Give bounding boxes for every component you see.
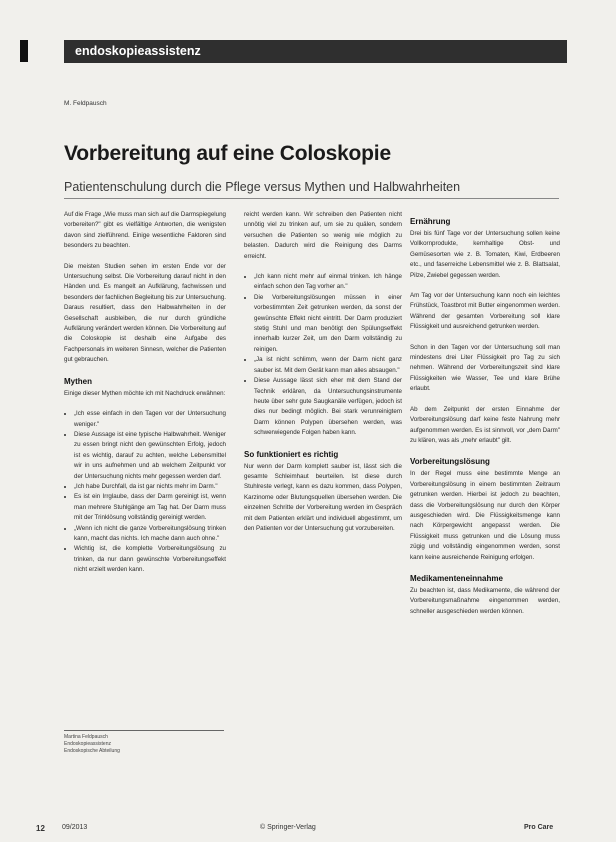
publisher-label: © Springer-Verlag xyxy=(260,824,316,831)
list-item: • Wichtig ist, die komplette Vorbereitungslösung zu trinken, da nur dann gewünschte Vorbereitungseffekt nicht erzielt werden kann. xyxy=(74,544,226,575)
list-item: • „Ich esse einfach in den Tagen vor der Untersuchung weniger." xyxy=(74,409,226,430)
list-item: • „Ich kann nicht mehr auf einmal trinken. Ich hänge einfach schon den Tag vorher an." xyxy=(254,272,402,293)
list-item: • Diese Aussage lässt sich eher mit dem Stand der Technik erklären, da Untersuchungsinstrumente heute über sehr gute Saugkanäle verfügen, jedoch ist dies nur bedingt möglich. Bei stark verunreinigtem Darm können Polypen übersehen werden, was schwerwiegende Folgen haben kann. xyxy=(254,376,402,438)
paragraph: reicht werden kann. Wir schreiben den Patienten nicht unnötig viel zu trinken auf, um sie zu quälen, sondern versuchen die Patienten so wenig wie möglich zu belasten. Dadurch wird die Reinigung des Darms erreicht. xyxy=(244,211,402,260)
text-column-1 xyxy=(64,210,226,586)
footnote-line: Endoskopieassistenz xyxy=(64,741,111,747)
list-item: • Diese Aussage ist eine typische Halbwahrheit. Weniger zu essen bringt nicht den gewünschten Erfolg, jedoch ist es wichtig, darauf zu achten, welche Lebensmittel wir in uns aufnehmen und ab welchem Zeitpunkt vor der Untersuchung nichts mehr gegessen werden darf. xyxy=(74,430,226,482)
article-subtitle: Patientenschulung durch die Pflege versus Mythen und Halbwahrheiten xyxy=(64,180,461,194)
title-divider xyxy=(64,198,559,199)
footnote-line: Martina Feldpausch xyxy=(64,734,108,740)
section-label: endoskopieassistenz xyxy=(75,44,201,58)
author-line: M. Feldpausch xyxy=(64,100,107,107)
paragraph: Auf die Frage „Wie muss man sich auf die Darmspiegelung vorbereiten?" gibt es vielfältige Antworten, die wenigsten davon sind zielführend. Einige wesentliche Faktoren sind besonders zu beachten. xyxy=(64,211,226,250)
page-number: 12 xyxy=(36,824,45,833)
list-item: • „Ich habe Durchfall, da ist gar nichts mehr im Darm." xyxy=(74,482,226,492)
list-item: • „Wenn ich nicht die ganze Vorbereitungslösung trinken kann, macht das nichts. Ich mache dann auch ohne." xyxy=(74,524,226,545)
paragraph: Nur wenn der Darm komplett sauber ist, lässt sich die gesamte Schleimhaut beurteilen. Ist diese durch Stuhlreste verlegt, kann es dazu kommen, dass Polypen, Karzinome oder Blutungsquellen übersehen werden. Die einzelnen Schritte der Vorbereitung werden im Gespräch mit dem Patienten erklärt und individuell abgestimmt, um den Patienten vor der Untersuchung gut vorzubereiten. xyxy=(244,462,402,532)
heading-medikamenteneinnahme: Medikamenteneinnahme xyxy=(410,573,503,583)
myth-list xyxy=(64,409,226,576)
heading-so-funktioniert: So funktioniert es richtig xyxy=(244,449,339,459)
paragraph: Drei bis fünf Tage vor der Untersuchung sollen keine Vollkornprodukte, kernhaltige Obst- und Gemüsesorten wie z. B. Tomaten, Kiwi, Erdbeeren etc., und faserreiche Lebensmittel wie z. B. Blattsalat, Pilze, Zwiebel gegessen werden. xyxy=(410,230,560,279)
paragraph: Schon in den Tagen vor der Untersuchung soll man mindestens drei Liter Flüssigkeit pro Tag zu sich nehmen. Während der Vorbereitungszeit sind klare Flüssigkeiten wie Wasser, Tee und klare Brühe erlaubt. xyxy=(410,343,560,393)
text-column-3 xyxy=(410,210,560,627)
list-item: • „Ja ist nicht schlimm, wenn der Darm nicht ganz sauber ist. Mit dem Gerät kann man alles absaugen." xyxy=(254,355,402,376)
heading-mythen: Mythen xyxy=(64,376,92,386)
footnote-line: Endoskopische Abteilung xyxy=(64,748,120,754)
list-item: • Die Vorbereitungslösungen müssen in einer vorbestimmten Zeit getrunken werden, da sonst der gewünschte Effekt nicht eintritt. Der Darm produziert stetig Stuhl und man benötigt den Spülungseffekt innerhalb kurzer Zeit, um den Darm vollständig zu reinigen. xyxy=(254,293,402,355)
journal-name: Pro Care xyxy=(524,824,554,831)
heading-ernaehrung: Ernährung xyxy=(410,217,451,226)
section-banner xyxy=(64,40,567,63)
text-column-2 xyxy=(244,210,402,544)
list-item: • Es ist ein Irrglaube, dass der Darm gereinigt ist, wenn man mehrere Stuhlgänge am Tag hat. Der Darm muss mit der Trinklösung vollständig gereinigt werden. xyxy=(74,492,226,523)
paragraph: In der Regel muss eine bestimmte Menge an Vorbereitungslösung in einem bestimmten Zeitraum getrunken werden. Hierbei ist jedoch zu beachten, dass die Vorbereitungslösung nur durch den Körper ausgeschieden wird. Die Flüssigkeitsmenge kann nach Körpergewicht angepasst werden. Die Flüssigkeit muss getrunken und die Lösung muss zügig und vollständig eingenommen werden, sonst kann keine ausreichende Reinigung erfolgen. xyxy=(410,470,560,561)
issue-label: 09/2013 xyxy=(62,824,88,831)
paragraph: Die meisten Studien sehen im ersten Ende vor der Untersuchung selbst. Die Vorbereitung darauf nicht in den Händen und. Es mangelt an Aufklärung, fachwissen und besonders der fachlichen Begleitung bis zur Untersuchung. Daraus resultiert, dass den Halbwahrheiten in der Gesellschaft ausbleiben, die nur durch gründliche Aufklärung verändert werden können. Die Vorbereitung auf die Coloskopie ist deshalb eine Aufgabe des Fachpersonals im weiteren Sinnesn, welcher die Patienten gut gebrauchen. xyxy=(64,262,227,364)
author-footnote xyxy=(64,730,224,755)
article-title: Vorbereitung auf eine Coloskopie xyxy=(64,142,391,165)
page-corner-mark xyxy=(20,40,28,62)
paragraph: Einige dieser Mythen möchte ich mit Nachdruck erwähnen: xyxy=(64,389,226,397)
paragraph: Am Tag vor der Untersuchung kann noch ein leichtes Frühstück, Toastbrot mit Butter eingenommen werden. Während der gesamten Vorbereitung soll klare Flüssigkeit und ausreichend getrunken werden. xyxy=(410,292,560,331)
myth-list-continued xyxy=(244,272,402,439)
paragraph: Ab dem Zeitpunkt der ersten Einnahme der Vorbereitungslösung darf keine feste Nahrung mehr aufgenommen werden. Es ist sinnvoll, vor „dem Darm" zu klären, was als „mehr erlaubt" gilt. xyxy=(410,405,560,444)
heading-vorbereitungsloesung: Vorbereitungslösung xyxy=(410,457,490,467)
paragraph: Zu beachten ist, dass Medikamente, die während der Vorbereitungsmaßnahme eingenommen werden, schneller ausgeschieden werden können. xyxy=(410,586,560,615)
